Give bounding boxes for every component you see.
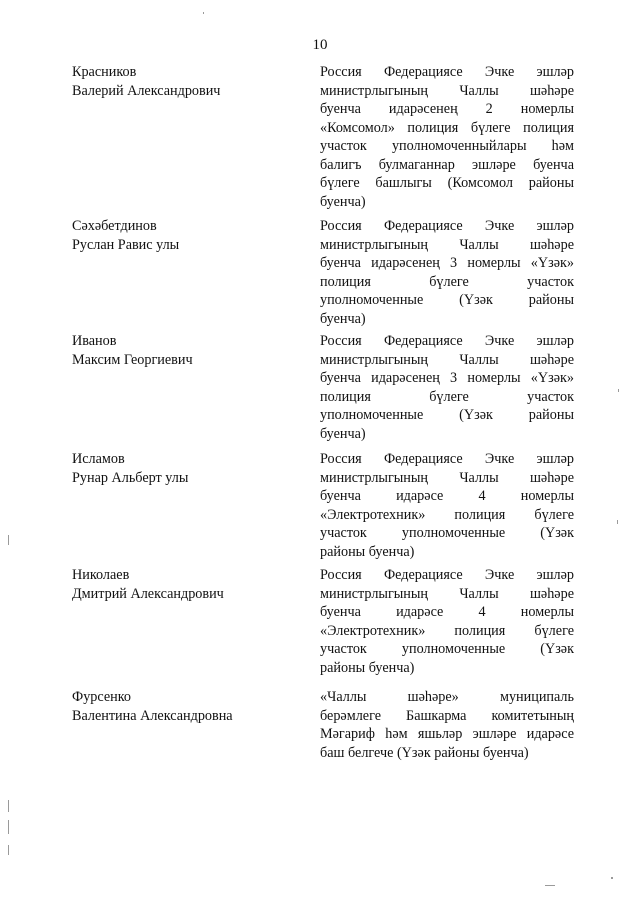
position-line: уполномоченные (Үзәк районы	[320, 407, 574, 423]
scan-mark	[611, 877, 613, 879]
given-names: Валентина Александровна	[72, 707, 233, 724]
scan-mark	[618, 389, 619, 392]
scan-mark	[8, 800, 9, 812]
position-line: берәмлеге Башкарма комитетының	[320, 707, 574, 724]
position-line: Россия Федерациясе Эчке эшләр	[320, 218, 574, 234]
position-description	[320, 566, 574, 677]
position-line: «Электротехник» полиция бүлеге	[320, 506, 574, 523]
position-line: балигъ булмаганнар эшләре буенча	[320, 156, 574, 173]
position-description	[320, 217, 574, 328]
surname: Иванов	[72, 333, 117, 349]
position-line: Мәгариф һәм яшьләр эшләре идарәсе	[320, 726, 574, 742]
position-line: участок уполномоченные (Үзәк	[320, 525, 574, 541]
person-name	[72, 332, 302, 369]
surname: Красников	[72, 64, 137, 80]
position-line: буенча)	[320, 425, 366, 442]
position-line: министрлыгының Чаллы шәһәре	[320, 585, 574, 602]
surname: Фурсенко	[72, 689, 132, 705]
position-description	[320, 450, 574, 561]
scan-mark	[617, 520, 618, 524]
position-description	[320, 63, 574, 211]
position-line: районы буенча)	[320, 659, 415, 676]
scan-mark	[8, 535, 9, 545]
page-number: 10	[312, 37, 328, 53]
position-line: полиция бүлеге участок	[320, 388, 574, 405]
given-names: Максим Георгиевич	[72, 351, 193, 368]
position-line: «Чаллы шәһәре» муниципаль	[320, 689, 574, 705]
position-line: бүлеге башлыгы (Комсомол районы	[320, 175, 574, 191]
scan-mark	[203, 12, 204, 14]
given-names: Рунар Альберт улы	[72, 469, 189, 486]
position-line: буенча идарәсенең 3 номерлы «Үзәк»	[320, 370, 574, 386]
position-line: министрлыгының Чаллы шәһәре	[320, 469, 574, 486]
position-line: Россия Федерациясе Эчке эшләр	[320, 451, 574, 467]
person-name	[72, 688, 302, 725]
person-name	[72, 450, 302, 487]
surname: Исламов	[72, 451, 125, 467]
position-line: полиция бүлеге участок	[320, 273, 574, 290]
person-name	[72, 217, 302, 254]
position-line: министрлыгының Чаллы шәһәре	[320, 82, 574, 99]
given-names: Руслан Равис улы	[72, 236, 180, 253]
person-name	[72, 566, 302, 603]
position-line: районы буенча)	[320, 543, 415, 560]
position-line: Россия Федерациясе Эчке эшләр	[320, 64, 574, 80]
scan-mark	[8, 820, 9, 834]
position-line: участок уполномоченныйлары һәм	[320, 138, 574, 154]
scan-mark	[545, 885, 555, 886]
position-line: Россия Федерациясе Эчке эшләр	[320, 333, 574, 349]
position-line: буенча идарәсенең 2 номерлы	[320, 101, 574, 117]
position-line: буенча идарәсенең 3 номерлы «Үзәк»	[320, 255, 574, 271]
position-line: уполномоченные (Үзәк районы	[320, 292, 574, 308]
surname: Николаев	[72, 567, 130, 583]
position-line: буенча)	[320, 193, 366, 210]
position-line: буенча идарәсе 4 номерлы	[320, 604, 574, 620]
position-line: Россия Федерациясе Эчке эшләр	[320, 567, 574, 583]
position-line: буенча)	[320, 310, 366, 327]
position-description	[320, 332, 574, 443]
given-names: Валерий Александрович	[72, 82, 221, 99]
position-line: «Электротехник» полиция бүлеге	[320, 622, 574, 639]
position-line: баш белгече (Үзәк районы буенча)	[320, 744, 529, 761]
position-line: участок уполномоченные (Үзәк	[320, 641, 574, 657]
position-line: министрлыгының Чаллы шәһәре	[320, 236, 574, 253]
person-name	[72, 63, 302, 100]
given-names: Дмитрий Александрович	[72, 585, 224, 602]
scan-mark	[8, 845, 9, 855]
surname: Сәхәбетдинов	[72, 218, 157, 234]
position-line: буенча идарәсе 4 номерлы	[320, 488, 574, 504]
position-line: «Комсомол» полиция бүлеге полиция	[320, 119, 574, 136]
position-line: министрлыгының Чаллы шәһәре	[320, 351, 574, 368]
position-description	[320, 688, 574, 762]
